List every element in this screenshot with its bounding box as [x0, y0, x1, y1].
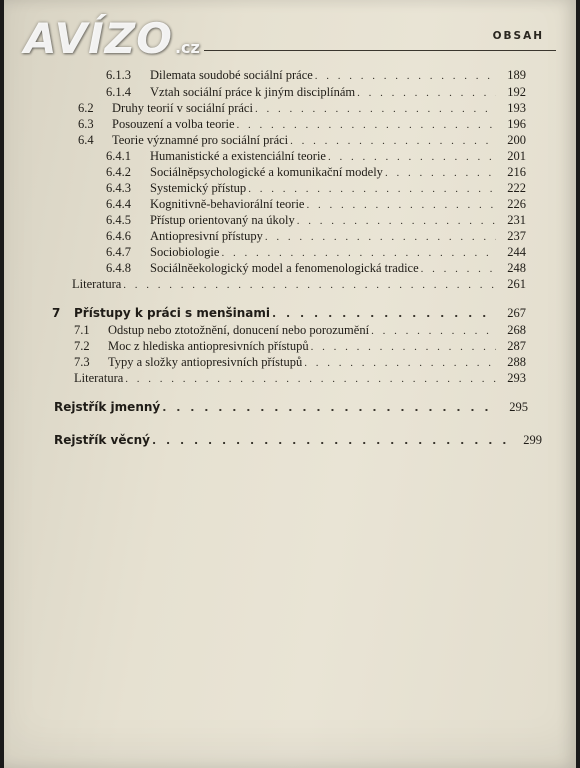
avizo-watermark-logo	[24, 14, 200, 63]
toc-entry-page: 299	[523, 433, 542, 447]
toc-entry-title: Posouzení a volba teorie	[112, 117, 235, 131]
toc-entry-page: 200	[507, 133, 526, 147]
toc-entry-6-4-7	[106, 245, 526, 260]
toc-entry-page: 248	[507, 261, 526, 275]
toc-entry-title: Literatura	[72, 277, 122, 291]
toc-entry-page: 201	[507, 149, 526, 163]
toc-chapter-title: Přístupy k práci s menšinami	[74, 306, 271, 320]
toc-entry-number: 6.4.4	[106, 197, 131, 211]
toc-entry-title: Sociobiologie	[150, 245, 220, 259]
toc-dot-leader	[297, 215, 496, 227]
toc-entry-number: 6.4.8	[106, 261, 131, 275]
toc-entry-6-2	[78, 101, 526, 116]
toc-entry-number: 6.1.3	[106, 68, 131, 82]
toc-entry-6-1-4	[106, 85, 526, 100]
toc-dot-leader	[248, 183, 496, 195]
toc-entry-number: 7.1	[74, 323, 90, 337]
toc-entry-title: Moc z hlediska antiopresivních přístupů	[108, 339, 309, 353]
toc-entry-title: Antiopresivní přístupy	[150, 229, 263, 243]
toc-entry-6-4-1	[106, 149, 526, 164]
toc-dot-leader	[315, 70, 496, 82]
toc-entry-title: Dilemata soudobé sociální práce	[150, 68, 313, 82]
toc-entry-page: 216	[507, 165, 526, 179]
toc-dot-leader	[328, 151, 496, 163]
toc-dot-leader	[237, 119, 496, 131]
toc-dot-leader	[421, 263, 496, 275]
toc-index-names	[54, 400, 528, 415]
toc-entry-page: 295	[509, 400, 528, 414]
toc-entry-literatura-7	[74, 371, 526, 386]
toc-entry-6-1-3	[106, 68, 526, 83]
toc-entry-page: 231	[507, 213, 526, 227]
toc-dot-leader	[304, 357, 496, 369]
toc-entry-page: 193	[507, 101, 526, 115]
watermark-tld: .cz	[174, 38, 200, 57]
toc-entry-number: 6.2	[78, 101, 94, 115]
toc-entry-number: 6.4	[78, 133, 94, 147]
toc-entry-number: 7.3	[74, 355, 90, 369]
toc-entry-title: Literatura	[74, 371, 124, 385]
toc-entry-page: 293	[507, 371, 526, 385]
toc-dot-leader	[123, 279, 496, 291]
toc-entry-page: 267	[507, 306, 526, 320]
toc-entry-7-1	[74, 323, 526, 338]
toc-entry-6-4-3	[106, 181, 526, 196]
toc-entry-number: 6.4.7	[106, 245, 131, 259]
toc-entry-literatura-6	[72, 277, 526, 292]
toc-entry-page: 192	[507, 85, 526, 99]
toc-dot-leader	[385, 167, 496, 179]
toc-entry-number: 6.4.3	[106, 181, 131, 195]
toc-chapter-7	[52, 306, 526, 321]
toc-entry-page: 237	[507, 229, 526, 243]
toc-entry-title: Sociálněekologický model a fenomenologická tradice	[150, 261, 419, 275]
toc-entry-page: 222	[507, 181, 526, 195]
toc-entry-title: Vztah sociální práce k jiným disciplínám	[150, 85, 356, 99]
toc-entry-number: 6.4.6	[106, 229, 131, 243]
toc-entry-number: 6.4.2	[106, 165, 131, 179]
toc-entry-6-4-8	[106, 261, 526, 276]
toc-entry-page: 244	[507, 245, 526, 259]
toc-entry-page: 196	[507, 117, 526, 131]
toc-entry-6-3	[78, 117, 526, 132]
toc-dot-leader	[162, 401, 498, 414]
toc-entry-page: 261	[507, 277, 526, 291]
toc-entry-page: 288	[507, 355, 526, 369]
toc-entry-6-4-2	[106, 165, 526, 180]
toc-entry-6-4-6	[106, 229, 526, 244]
toc-entry-number: 6.3	[78, 117, 94, 131]
header-rule	[204, 50, 556, 51]
toc-dot-leader	[290, 135, 496, 147]
toc-entry-number: 6.4.1	[106, 149, 131, 163]
toc-entry-number: 6.4.5	[106, 213, 131, 227]
toc-entry-title: Kognitivně-behaviorální teorie	[150, 197, 305, 211]
toc-entry-title: Typy a složky antiopresivních přístupů	[108, 355, 303, 369]
toc-dot-leader	[371, 325, 496, 337]
toc-entry-title: Teorie významné pro sociální práci	[112, 133, 289, 147]
toc-entry-page: 268	[507, 323, 526, 337]
toc-entry-6-4-4	[106, 197, 526, 212]
toc-dot-leader	[265, 231, 496, 243]
watermark-brand: AVÍZO	[24, 14, 173, 63]
toc-index-subjects	[54, 433, 542, 448]
toc-chapter-title: Rejstřík jmenný	[54, 400, 161, 414]
toc-entry-page: 189	[507, 68, 526, 82]
toc-entry-title: Sociálněpsychologické a komunikační modely	[150, 165, 383, 179]
toc-dot-leader	[152, 434, 512, 447]
toc-entry-title: Systemický přístup	[150, 181, 247, 195]
toc-dot-leader	[221, 247, 496, 259]
toc-chapter-title: Rejstřík věcný	[54, 433, 150, 447]
toc-entry-6-4-5	[106, 213, 526, 228]
toc-dot-leader	[255, 103, 496, 115]
toc-entry-7-3	[74, 355, 526, 370]
toc-chapter-number: 7	[52, 306, 61, 320]
toc-dot-leader	[272, 307, 496, 320]
toc-entry-number: 6.1.4	[106, 85, 131, 99]
toc-dot-leader	[125, 373, 496, 385]
toc-dot-leader	[311, 341, 496, 353]
running-header: OBSAH	[492, 30, 544, 42]
toc-entry-page: 287	[507, 339, 526, 353]
book-page	[4, 0, 576, 768]
toc-dot-leader	[357, 87, 496, 99]
toc-entry-6-4	[78, 133, 526, 148]
toc-entry-title: Odstup nebo ztotožnění, donucení nebo porozumění	[108, 323, 370, 337]
toc-entry-title: Druhy teorií v sociální práci	[112, 101, 253, 115]
toc-dot-leader	[306, 199, 496, 211]
toc-entry-title: Humanistické a existenciální teorie	[150, 149, 326, 163]
toc-entry-page: 226	[507, 197, 526, 211]
toc-entry-title: Přístup orientovaný na úkoly	[150, 213, 295, 227]
toc-entry-7-2	[74, 339, 526, 354]
toc-entry-number: 7.2	[74, 339, 90, 353]
